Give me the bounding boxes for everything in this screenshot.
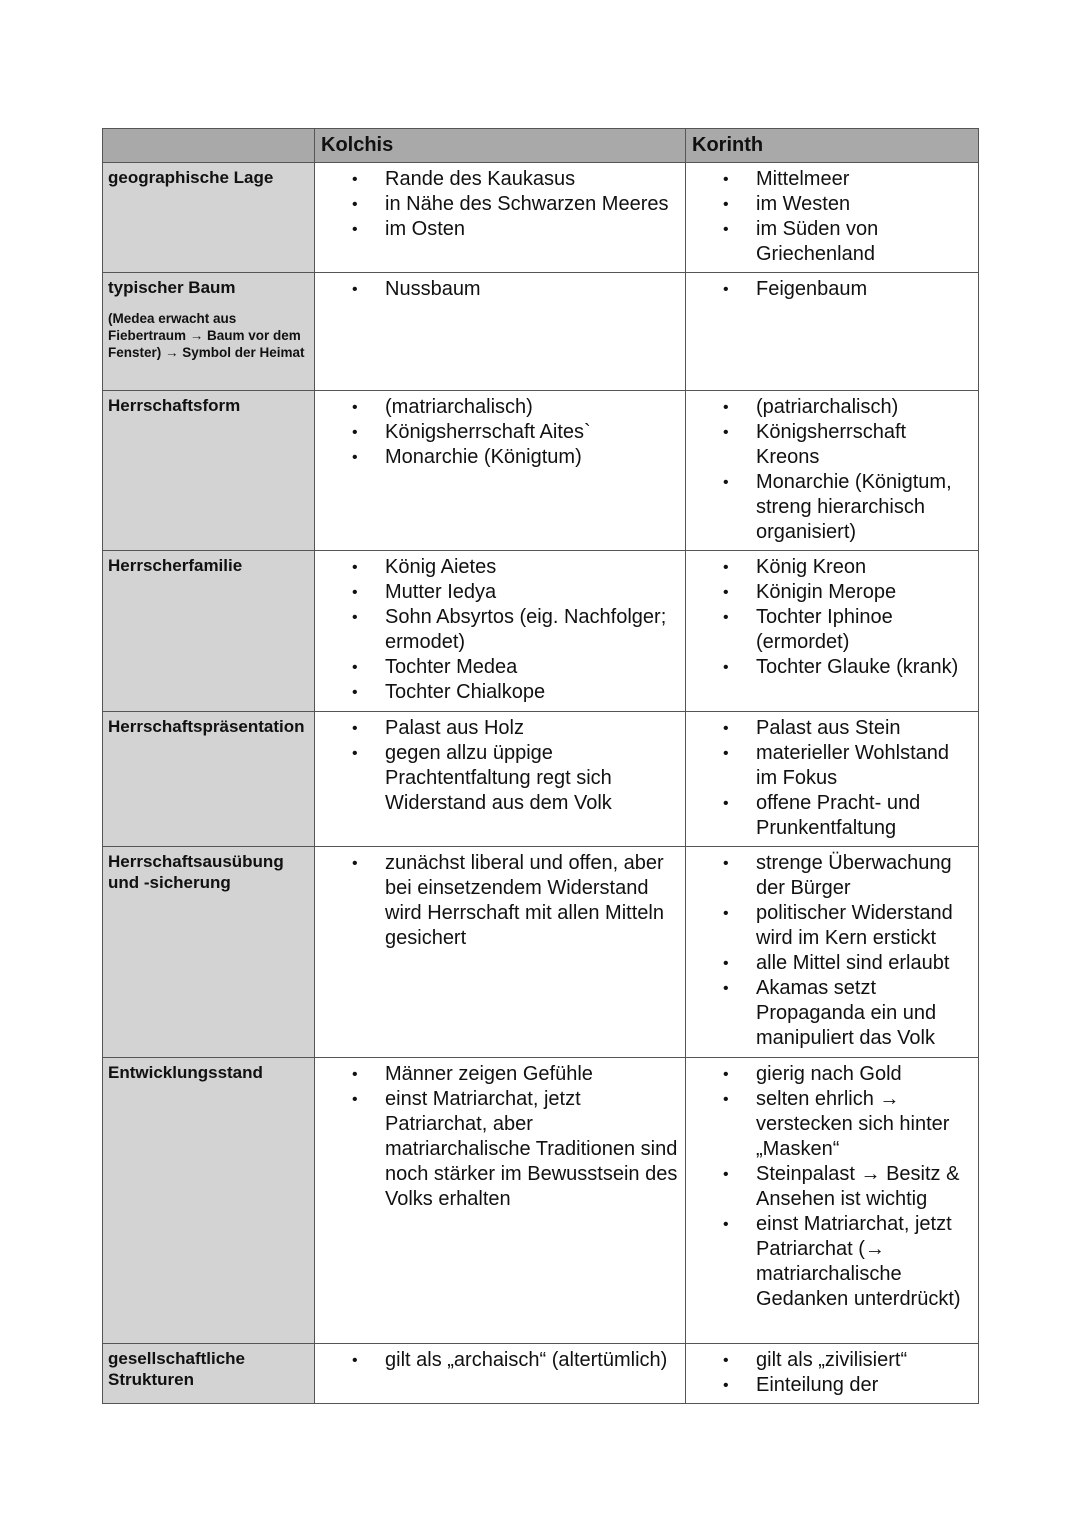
kolchis-list <box>315 163 685 242</box>
row-label-cell <box>103 1344 315 1404</box>
list-item: • Tochter Chialkope <box>385 680 681 705</box>
row-label: Herrschaftsausübung und -sicherung <box>108 852 284 892</box>
list-item: • Männer zeigen Gefühle <box>385 1062 681 1087</box>
row-label: gesellschaftliche Strukturen <box>108 1349 246 1389</box>
table-row <box>103 273 979 391</box>
row-label-cell <box>103 273 315 391</box>
row-label: typischer Baum <box>108 278 236 297</box>
korinth-cell <box>686 163 979 273</box>
korinth-list <box>686 273 978 302</box>
korinth-list <box>686 1058 978 1312</box>
row-label-cell <box>103 551 315 712</box>
list-item: • materieller Wohlstand im Fokus <box>756 741 974 791</box>
list-item: • in Nähe des Schwarzen Meeres <box>385 192 681 217</box>
list-item: • Mutter Iedya <box>385 580 681 605</box>
table-row <box>103 1058 979 1344</box>
row-label-cell <box>103 712 315 847</box>
header-kolchis: Kolchis <box>315 129 686 163</box>
list-item: • politischer Widerstand wird im Kern erstickt <box>756 901 974 951</box>
list-item: • gilt als „archaisch“ (altertümlich) <box>385 1348 681 1373</box>
list-item: • Königsherrschaft Kreons <box>756 420 974 470</box>
kolchis-cell <box>315 273 686 391</box>
korinth-cell <box>686 1058 979 1344</box>
korinth-list <box>686 391 978 545</box>
list-item: • strenge Überwachung der Bürger <box>756 851 974 901</box>
row-label-cell <box>103 1058 315 1344</box>
list-item: • (matriarchalisch) <box>385 395 681 420</box>
kolchis-cell <box>315 551 686 712</box>
list-item: • König Kreon <box>756 555 974 580</box>
list-item: • gegen allzu üppige Prachtentfaltung regt sich Widerstand aus dem Volk <box>385 741 681 816</box>
kolchis-cell <box>315 163 686 273</box>
kolchis-list <box>315 1058 685 1212</box>
list-item: • Steinpalast → Besitz & Ansehen ist wichtig <box>756 1162 974 1212</box>
row-label: Herrscherfamilie <box>108 556 243 575</box>
list-item: • Monarchie (Königtum) <box>385 445 681 470</box>
list-item: • Akamas setzt Propaganda ein und manipuliert das Volk <box>756 976 974 1051</box>
kolchis-cell <box>315 712 686 847</box>
korinth-list <box>686 712 978 841</box>
list-item: • Feigenbaum <box>756 277 974 302</box>
table-row <box>103 712 979 847</box>
list-item: • im Westen <box>756 192 974 217</box>
list-item: • einst Matriarchat, jetzt Patriarchat, aber matriarchalische Traditionen sind noch stärker im Bewusstsein des Volks erhalten <box>385 1087 681 1212</box>
list-item: • Tochter Iphinoe (ermordet) <box>756 605 974 655</box>
list-item: • selten ehrlich → verstecken sich hinter „Masken“ <box>756 1087 974 1162</box>
korinth-cell <box>686 1344 979 1404</box>
korinth-cell <box>686 847 979 1058</box>
row-label: Entwicklungsstand <box>108 1063 263 1082</box>
korinth-list <box>686 551 978 680</box>
row-label: Herrschaftspräsentation <box>108 717 305 736</box>
kolchis-cell <box>315 847 686 1058</box>
list-item: • alle Mittel sind erlaubt <box>756 951 974 976</box>
table-body <box>103 163 979 1404</box>
korinth-cell <box>686 712 979 847</box>
list-item: • Mittelmeer <box>756 167 974 192</box>
list-item: • Palast aus Holz <box>385 716 681 741</box>
list-item: • zunächst liberal und offen, aber bei einsetzendem Widerstand wird Herrschaft mit allen Mitteln gesichert <box>385 851 681 951</box>
list-item: • im Süden von Griechenland <box>756 217 974 267</box>
table-row <box>103 1344 979 1404</box>
list-item: • einst Matriarchat, jetzt Patriarchat (→ matriarchalische Gedanken unterdrückt) <box>756 1212 974 1312</box>
table-row <box>103 551 979 712</box>
list-item: • gilt als „zivilisiert“ <box>756 1348 974 1373</box>
kolchis-list <box>315 273 685 302</box>
table-row <box>103 163 979 273</box>
list-item: • Monarchie (Königtum, streng hierarchisch organisiert) <box>756 470 974 545</box>
list-item: • Rande des Kaukasus <box>385 167 681 192</box>
list-item: • Königin Merope <box>756 580 974 605</box>
kolchis-list <box>315 712 685 816</box>
list-item: • (patriarchalisch) <box>756 395 974 420</box>
list-item: • Palast aus Stein <box>756 716 974 741</box>
korinth-list <box>686 163 978 267</box>
list-item: • gierig nach Gold <box>756 1062 974 1087</box>
korinth-cell <box>686 391 979 551</box>
kolchis-cell <box>315 1058 686 1344</box>
kolchis-list <box>315 391 685 470</box>
list-item: • im Osten <box>385 217 681 242</box>
kolchis-list <box>315 1344 685 1373</box>
kolchis-list <box>315 551 685 705</box>
row-label-cell <box>103 163 315 273</box>
row-label-cell <box>103 847 315 1058</box>
korinth-cell <box>686 551 979 712</box>
row-note: (Medea erwacht aus Fiebertraum → Baum vor dem Fenster) → Symbol der Heimat <box>108 311 305 360</box>
table-header-row <box>103 129 979 163</box>
korinth-list <box>686 847 978 1051</box>
kolchis-list <box>315 847 685 951</box>
list-item: • Nussbaum <box>385 277 681 302</box>
row-label: geographische Lage <box>108 168 274 187</box>
header-corner <box>103 129 315 163</box>
list-item: • König Aietes <box>385 555 681 580</box>
list-item: • Königsherrschaft Aites` <box>385 420 681 445</box>
table-row <box>103 847 979 1058</box>
korinth-cell <box>686 273 979 391</box>
list-item: • Tochter Medea <box>385 655 681 680</box>
header-korinth: Korinth <box>686 129 979 163</box>
list-item: • Tochter Glauke (krank) <box>756 655 974 680</box>
kolchis-cell <box>315 1344 686 1404</box>
row-label: Herrschaftsform <box>108 396 241 415</box>
row-label-cell <box>103 391 315 551</box>
korinth-list <box>686 1344 978 1398</box>
list-item: • Sohn Absyrtos (eig. Nachfolger; ermodet) <box>385 605 681 655</box>
list-item: • offene Pracht- und Prunkentfaltung <box>756 791 974 841</box>
table-row <box>103 391 979 551</box>
list-item: • Einteilung der <box>756 1373 974 1398</box>
kolchis-cell <box>315 391 686 551</box>
comparison-table <box>102 128 979 1404</box>
